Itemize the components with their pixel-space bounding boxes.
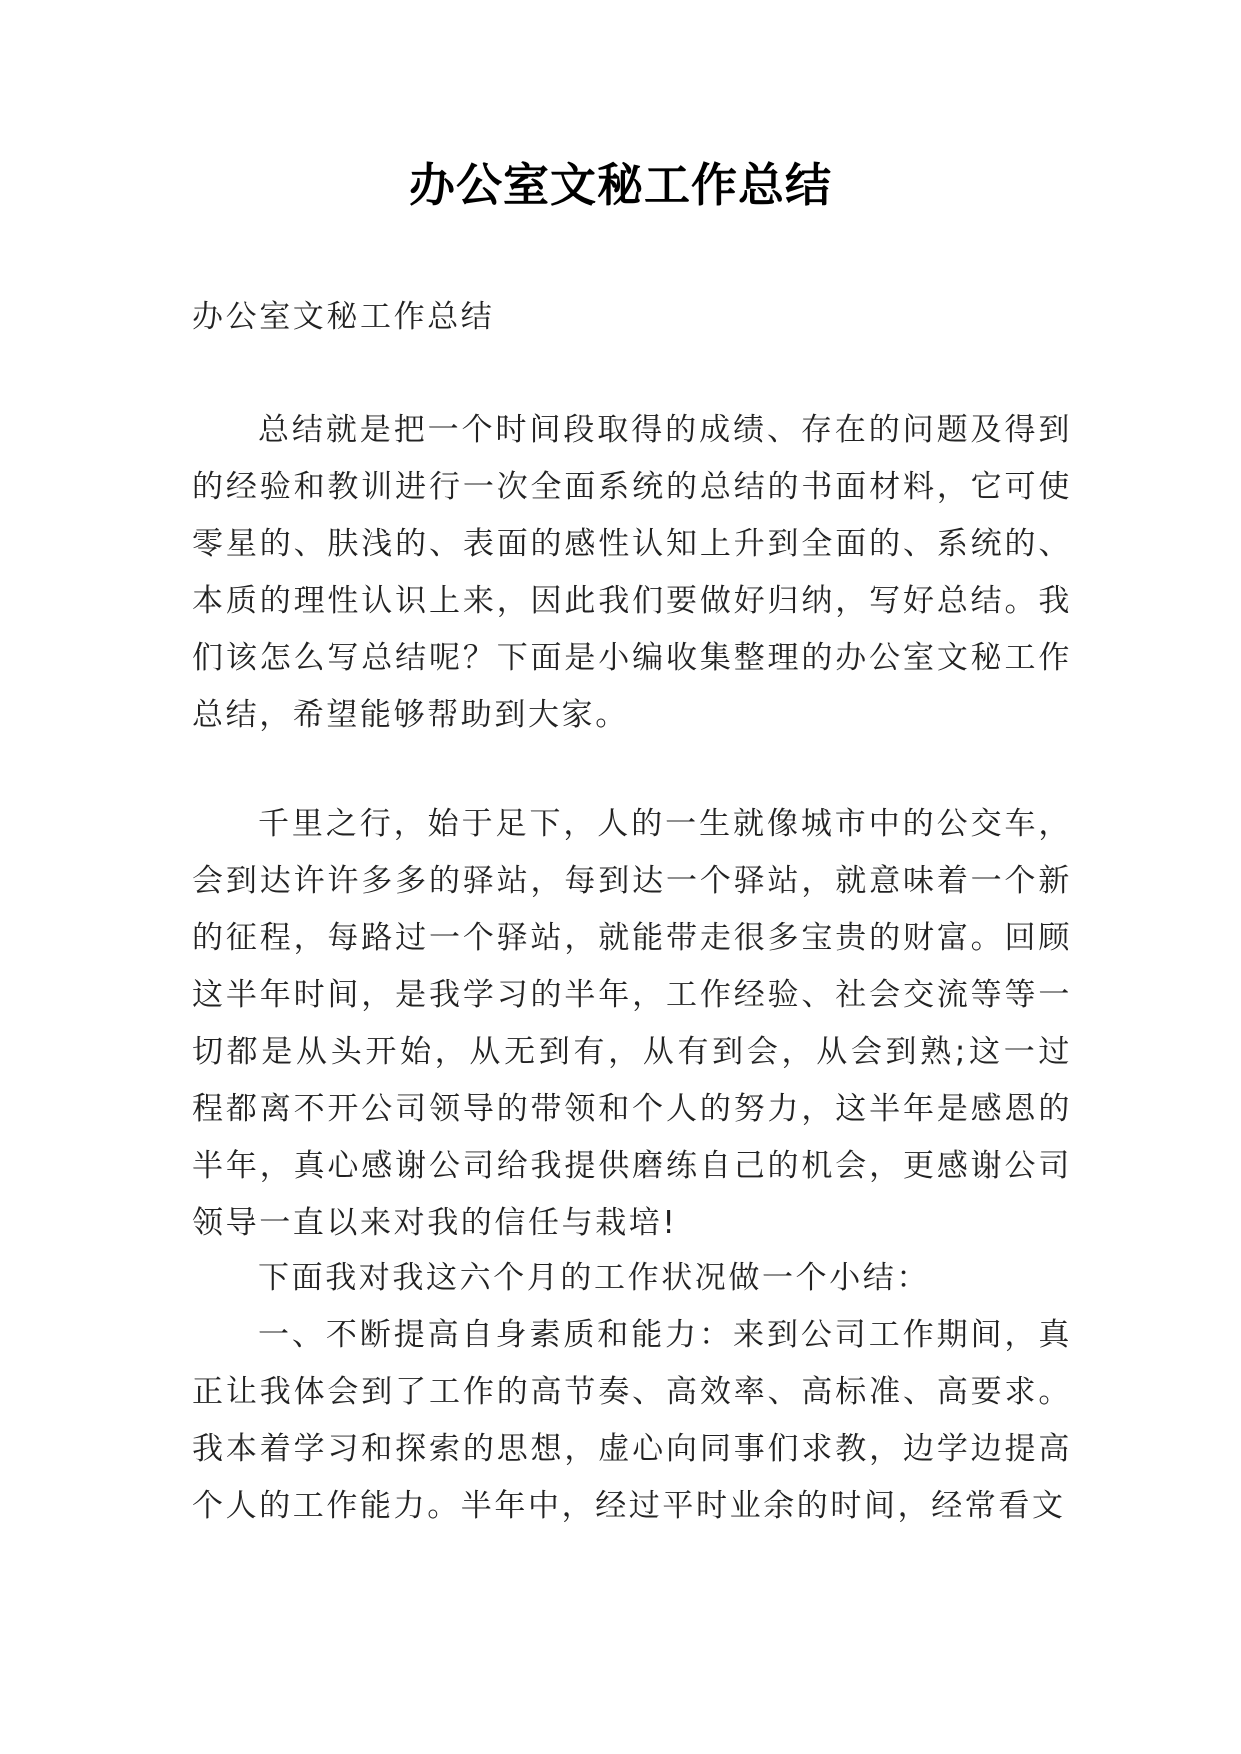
document-title: 办公室文秘工作总结 bbox=[409, 158, 832, 212]
paragraph-summary-lead: 下面我对我这六个月的工作状况做一个小结： bbox=[258, 1260, 930, 1296]
paragraph-intro: 总结就是把一个时间段取得的成绩、存在的问题及得到的经验和教训进行一次全面系统的总结的书面材料，它可使零星的、肤浅的、表面的感性认知上升到全面的、系统的、本质的理性认识上来，因此我们要做好归纳，写好总结。我们该怎么写总结呢？下面是小编收集整理的办公室文秘工作总结，希望能够帮助到大家。 bbox=[192, 412, 1072, 733]
paragraph-review: 千里之行，始于足下，人的一生就像城市中的公交车，会到达许许多多的驿站，每到达一个驿站，就意味着一个新的征程，每路过一个驿站，就能带走很多宝贵的财富。回顾这半年时间，是我学习的半年，工作经验、社会交流等等一切都是从头开始，从无到有，从有到会，从会到熟;这一过程都离不开公司领导的带领和个人的努力，这半年是感恩的半年，真心感谢公司给我提供磨练自己的机会，更感谢公司领导一直以来对我的信任与栽培! bbox=[192, 806, 1072, 1241]
document-subtitle: 办公室文秘工作总结 bbox=[192, 299, 495, 335]
paragraph-section-one: 一、不断提高自身素质和能力：来到公司工作期间，真正让我体会到了工作的高节奏、高效率、高标准、高要求。我本着学习和探索的思想，虚心向同事们求教，边学边提高个人的工作能力。半年中，经过平时业余的时间，经常看文 bbox=[192, 1317, 1072, 1524]
